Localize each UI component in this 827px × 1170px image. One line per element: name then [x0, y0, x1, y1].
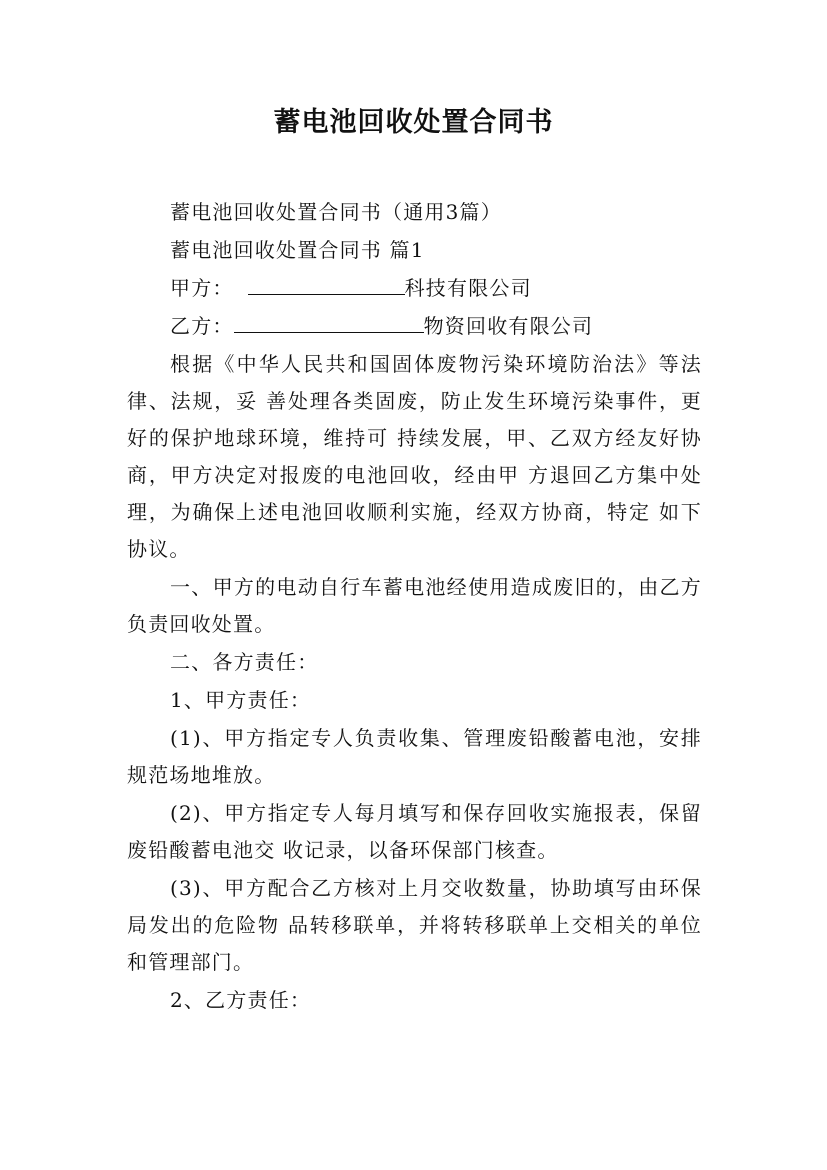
duty-a-1: (1)、甲方指定专人负责收集、管理废铅酸蓄电池，安排规范场地堆放。 — [127, 726, 702, 787]
party-b-company: 物资回收有限公司 — [423, 314, 594, 338]
party-a-line — [127, 270, 702, 307]
subtitle: 蓄电池回收处置合同书（通用3篇） — [170, 200, 502, 224]
clause-1: 一、甲方的电动自行车蓄电池经使用造成废旧的，由乙方负责回收处置。 — [127, 575, 702, 636]
section-heading: 蓄电池回收处置合同书 篇1 — [170, 238, 425, 262]
duty-a-3: (3)、甲方配合乙方核对上月交收数量，协助填写由环保局发出的危险物 品转移联单，并将转移联单上交相关的单位和管理部门。 — [127, 876, 702, 974]
document-body — [127, 194, 702, 1020]
party-b-line — [127, 308, 702, 345]
party-a-company: 科技有限公司 — [404, 276, 532, 300]
party-a-label: 甲方： — [170, 276, 234, 300]
clause-2: 二、各方责任： — [170, 650, 319, 674]
party-a-duty-heading: 1、甲方责任： — [170, 688, 312, 712]
party-a-blank — [248, 272, 405, 295]
document-title: 蓄电池回收处置合同书 — [273, 107, 554, 138]
duty-a-2: (2)、甲方指定专人每月填写和保存回收实施报表，保留废铅酸蓄电池交 收记录，以备环保部门核查。 — [127, 801, 702, 862]
party-b-blank — [234, 310, 424, 333]
party-b-duty-heading: 2、乙方责任： — [170, 988, 312, 1012]
party-b-label: 乙方： — [170, 314, 234, 338]
intro-paragraph: 根据《中华人民共和国固体废物污染环境防治法》等法律、法规，妥 善处理各类固废，防止发生环境污染事件，更好的保护地球环境，维持可 持续发展，甲、乙双方经友好协商，甲方决定对报废的电池回收，经由甲 方退回乙方集中处理，为确保上述电池回收顺利实施，经双方协商，特定 如下协议。 — [127, 352, 702, 561]
